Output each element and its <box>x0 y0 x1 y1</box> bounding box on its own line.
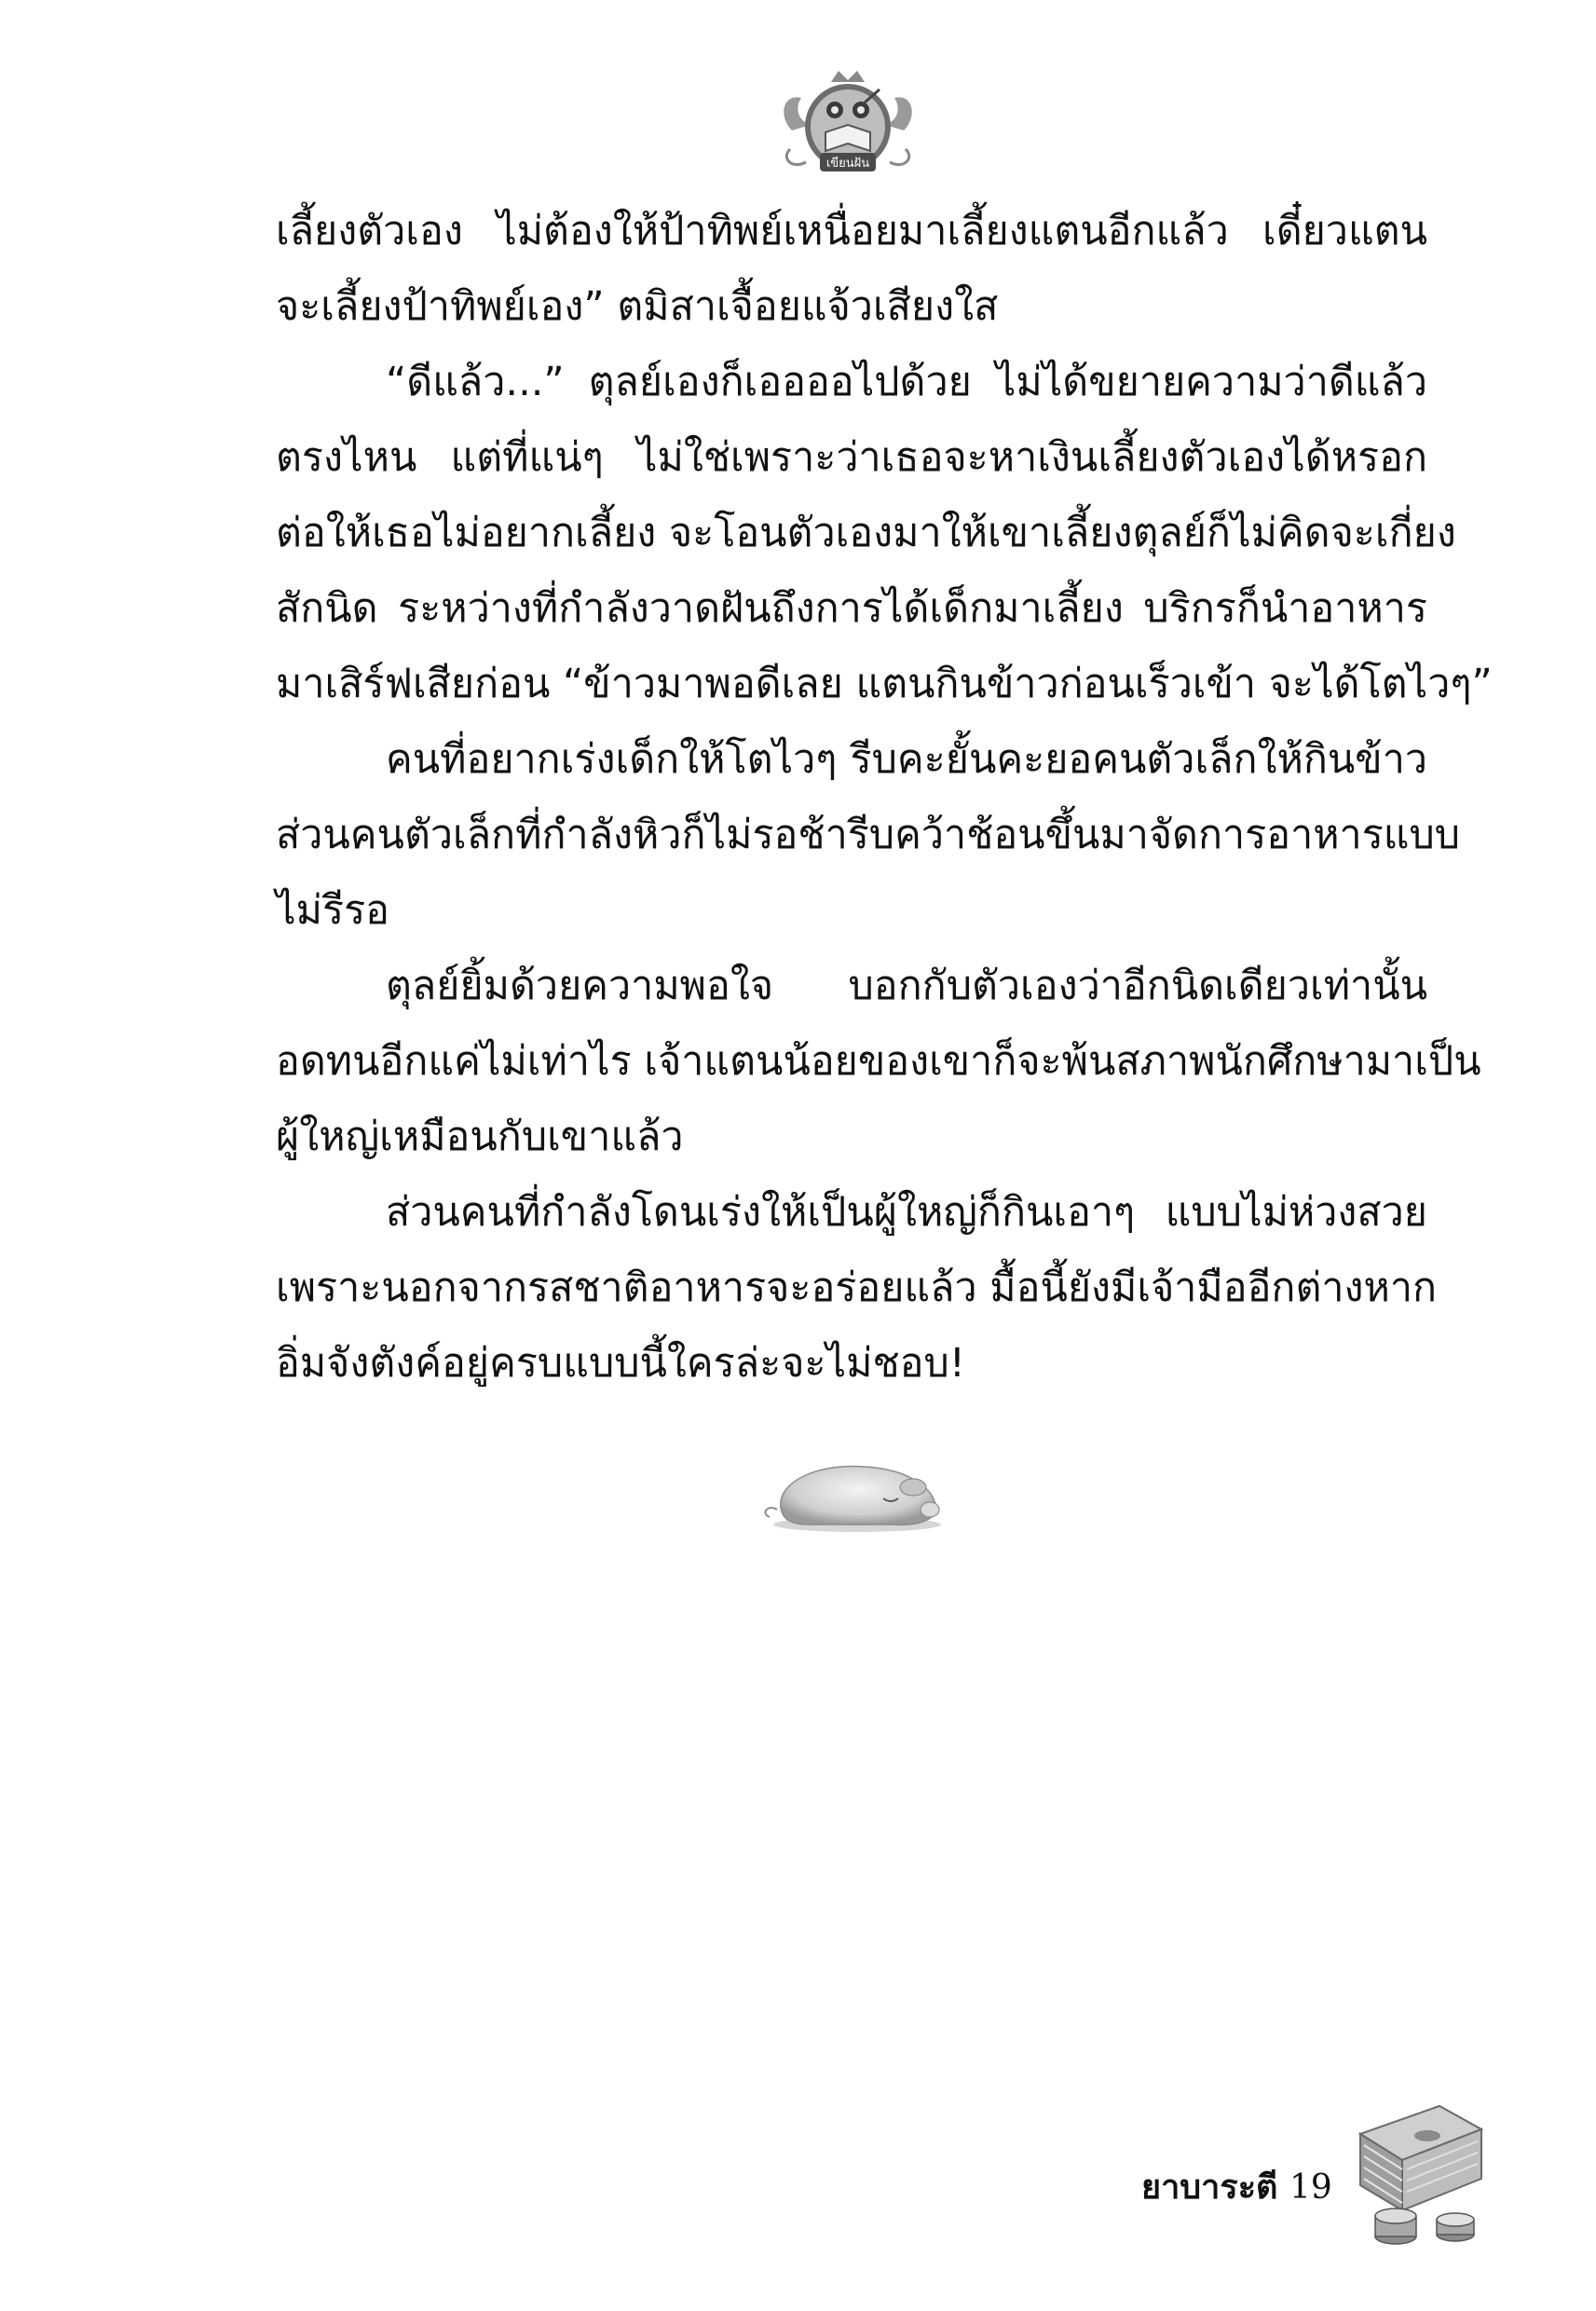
text-line: อิ่มจังตังค์อยู่ครบแบบนี้ใครล่ะจะไม่ชอบ! <box>276 1340 966 1387</box>
money-stack-icon <box>1351 2097 1491 2250</box>
text-line: ตรงไหน แต่ที่แน่ๆ ไม่ใช่เพราะว่าเธอจะหาเงินเลี้ยงตัวเองได้หรอก <box>276 434 1427 481</box>
book-title: ยาบาระตี <box>1141 2168 1278 2207</box>
text-line: ตุลย์ยิ้มด้วยความพอใจ บอกกับตัวเองว่าอีกนิดเดียวเท่านั้น <box>386 963 1427 1009</box>
text-line: เพราะนอกจากรสชาติอาหารจะอร่อยแล้ว มื้อนี้ยังมีเจ้ามืออีกต่างหาก <box>276 1265 1438 1311</box>
page-footer <box>1141 2165 1332 2211</box>
body-text <box>276 194 1493 1402</box>
paragraph <box>276 345 1493 722</box>
text-line: ต่อให้เธอไม่อยากเลี้ยง จะโอนตัวเองมาให้เขาเลี้ยงตุลย์ก็ไม่คิดจะเกี่ยง <box>276 510 1456 556</box>
text-line: มาเสิร์ฟเสียก่อน “ข้าวมาพอดีเลย แตนกินข้าวก่อนเร็วเข้า จะได้โตไวๆ” <box>276 661 1493 707</box>
text-line: ไม่รีรอ <box>276 887 389 934</box>
text-line: ส่วนคนตัวเล็กที่กำลังหิวก็ไม่รอช้ารีบคว้าช้อนขึ้นมาจัดการอาหารแบบ <box>276 812 1461 858</box>
text-line: อดทนอีกแค่ไม่เท่าไร เจ้าแตนน้อยของเขาก็จะพ้นสภาพนักศึกษามาเป็น <box>276 1038 1481 1085</box>
paragraph <box>276 722 1461 949</box>
paragraph <box>276 194 1427 345</box>
sleeping-pig-icon <box>753 1435 958 1538</box>
text-line: คนที่อยากเร่งเด็กให้โตไวๆ รีบคะยั้นคะยอคนตัวเล็กให้กินข้าว <box>386 736 1427 783</box>
emblem-logo-icon <box>773 65 922 186</box>
text-line: ส่วนคนที่กำลังโดนเร่งให้เป็นผู้ใหญ่ก็กินเอาๆ แบบไม่ห่วงสวย <box>386 1189 1427 1236</box>
paragraph <box>276 1175 1438 1402</box>
text-line: สักนิด ระหว่างที่กำลังวาดฝันถึงการได้เด็กมาเลี้ยง บริกรก็นำอาหาร <box>276 585 1427 632</box>
text-line: เลี้ยงตัวเอง ไม่ต้องให้ป้าทิพย์เหนื่อยมาเลี้ยงแตนอีกแล้ว เดี๋ยวแตน <box>276 208 1427 254</box>
text-line: ผู้ใหญ่เหมือนกับเขาแล้ว <box>276 1114 684 1160</box>
text-line: “ดีแล้ว...” ตุลย์เองก็เออออไปด้วย ไม่ได้ขยายความว่าดีแล้ว <box>386 359 1427 405</box>
paragraph <box>276 949 1481 1175</box>
logo-text: เขียนฝัน <box>825 157 870 171</box>
text-line: จะเลี้ยงป้าทิพย์เอง” ตมิสาเจื้อยแจ้วเสียงใส <box>276 283 999 330</box>
page-number: 19 <box>1289 2168 1332 2207</box>
